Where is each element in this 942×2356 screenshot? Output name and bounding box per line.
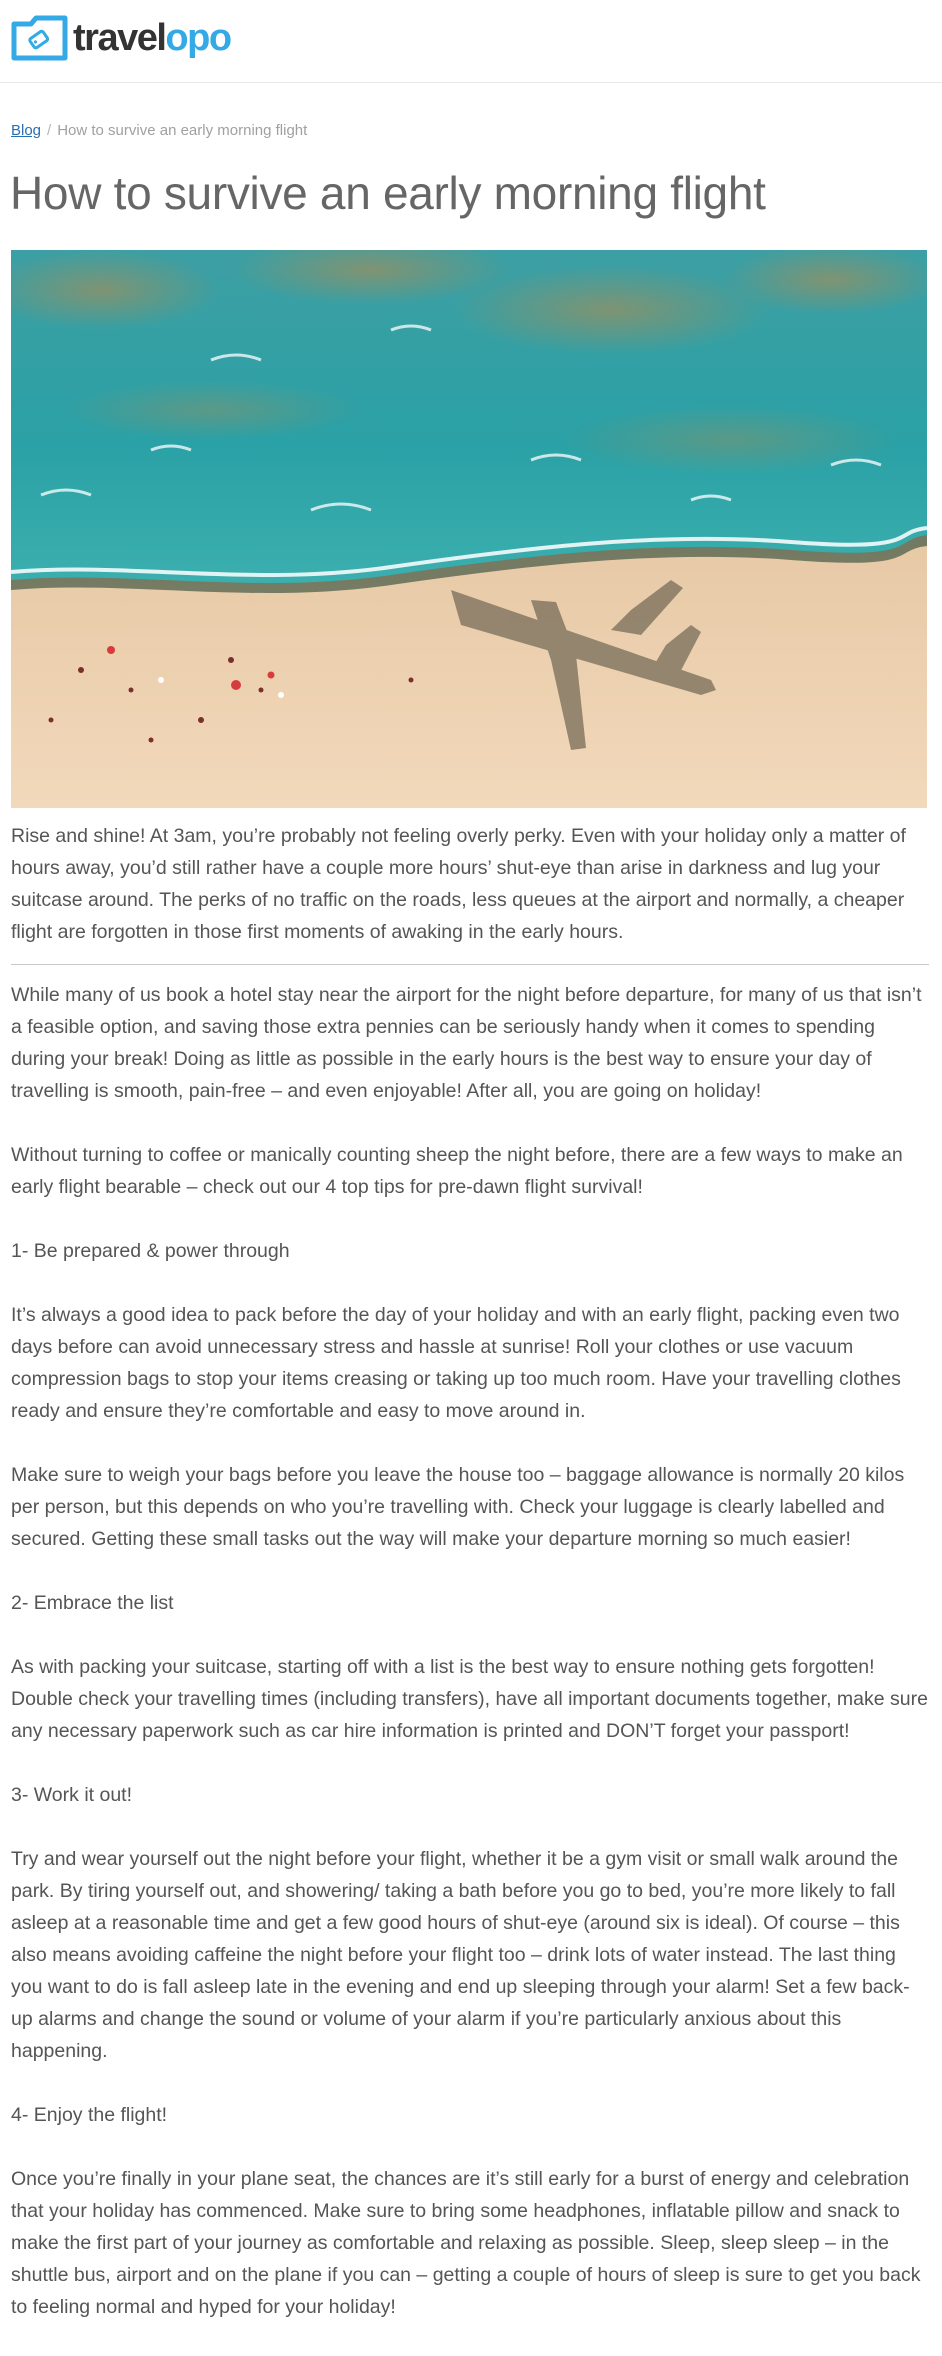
- section-heading: 1- Be prepared & power through: [11, 1240, 290, 1262]
- site-header: [0, 0, 942, 83]
- intro-divider: [11, 964, 929, 965]
- article-paragraph: While many of us book a hotel stay near the airport for the night before departure, for many of us that isn’t a feasible option, and saving those extra pennies can be seriously handy when it comes to spending during your break! Doing as little as possible in the early hours is the best way to ensure your day of travelling is smooth, pain-free – and even enjoyable! After all, you are going on holiday!: [11, 984, 922, 1102]
- breadcrumb-blog-link[interactable]: Blog: [11, 122, 42, 139]
- breadcrumb-separator: /: [47, 122, 52, 139]
- page-title: How to survive an early morning flight: [10, 167, 766, 219]
- logo-wordmark: travelopo: [73, 17, 231, 59]
- article-paragraph: Make sure to weigh your bags before you leave the house too – baggage allowance is normally 20 kilos per person, but this depends on who you’re travelling with. Check your luggage is clearly labelled and secured. Getting these small tasks out the way will make your departure morning so much easier!: [11, 1464, 905, 1550]
- article-body: [11, 820, 929, 2355]
- section-heading: 2- Embrace the list: [11, 1592, 174, 1614]
- article-paragraph: Try and wear yourself out the night before your flight, whether it be a gym visit or small walk around the park. By tiring yourself out, and showering/ taking a bath before you go to bed, you’re more likely to fall asleep at a reasonable time and get a few good hours of shut-eye (around six is ideal). Of course – this also means avoiding caffeine the night before your flight too – drink lots of water instead. The last thing you want to do is fall asleep late in the evening and end up sleeping through your alarm! Set a few back-up alarms and change the sound or volume of your alarm if you’re particularly anxious about this happening.: [11, 1848, 910, 2062]
- breadcrumb: [11, 122, 307, 139]
- section-heading: 4- Enjoy the flight!: [11, 2104, 168, 2126]
- site-logo[interactable]: [11, 14, 231, 62]
- article-paragraph: Without turning to coffee or manically counting sheep the night before, there are a few ways to make an early flight bearable – check out our 4 top tips for pre-dawn flight survival!: [11, 1144, 903, 1198]
- breadcrumb-current: How to survive an early morning flight: [57, 122, 308, 139]
- article-paragraph: As with packing your suitcase, starting off with a list is the best way to ensure nothing gets forgotten! Double check your travelling times (including transfers), have all important documents together, make sure any necessary paperwork such as car hire information is printed and DON’T forget your passport!: [11, 1656, 928, 1742]
- article-paragraph: It’s always a good idea to pack before the day of your holiday and with an early flight, packing even two days before can avoid unnecessary stress and hassle at sunrise! Roll your clothes or use vacuum compression bags to stop your items creasing or taking up too much room. Have your travelling clothes ready and ensure they’re comfortable and easy to move around in.: [11, 1304, 901, 1422]
- section-heading: 3- Work it out!: [11, 1784, 133, 1806]
- hero-image: [11, 250, 927, 808]
- luggage-logo-icon: [11, 14, 69, 62]
- article-paragraph: Once you’re finally in your plane seat, the chances are it’s still early for a burst of energy and celebration that your holiday has commenced. Make sure to bring some headphones, inflatable pillow and snack to make the first part of your journey as comfortable and relaxing as possible. Sleep, sleep sleep – in the shuttle bus, airport and on the plane if you can – getting a couple of hours of sleep is sure to get you back to feeling normal and hyped for your holiday!: [11, 2168, 921, 2318]
- article-intro: Rise and shine! At 3am, you’re probably not feeling overly perky. Even with your holiday only a matter of hours away, you’d still rather have a couple more hours’ shut-eye than arise in darkness and lug your suitcase around. The perks of no traffic on the roads, less queues at the airport and normally, a cheaper flight are forgotten in those first moments of awaking in the early hours.: [11, 825, 906, 943]
